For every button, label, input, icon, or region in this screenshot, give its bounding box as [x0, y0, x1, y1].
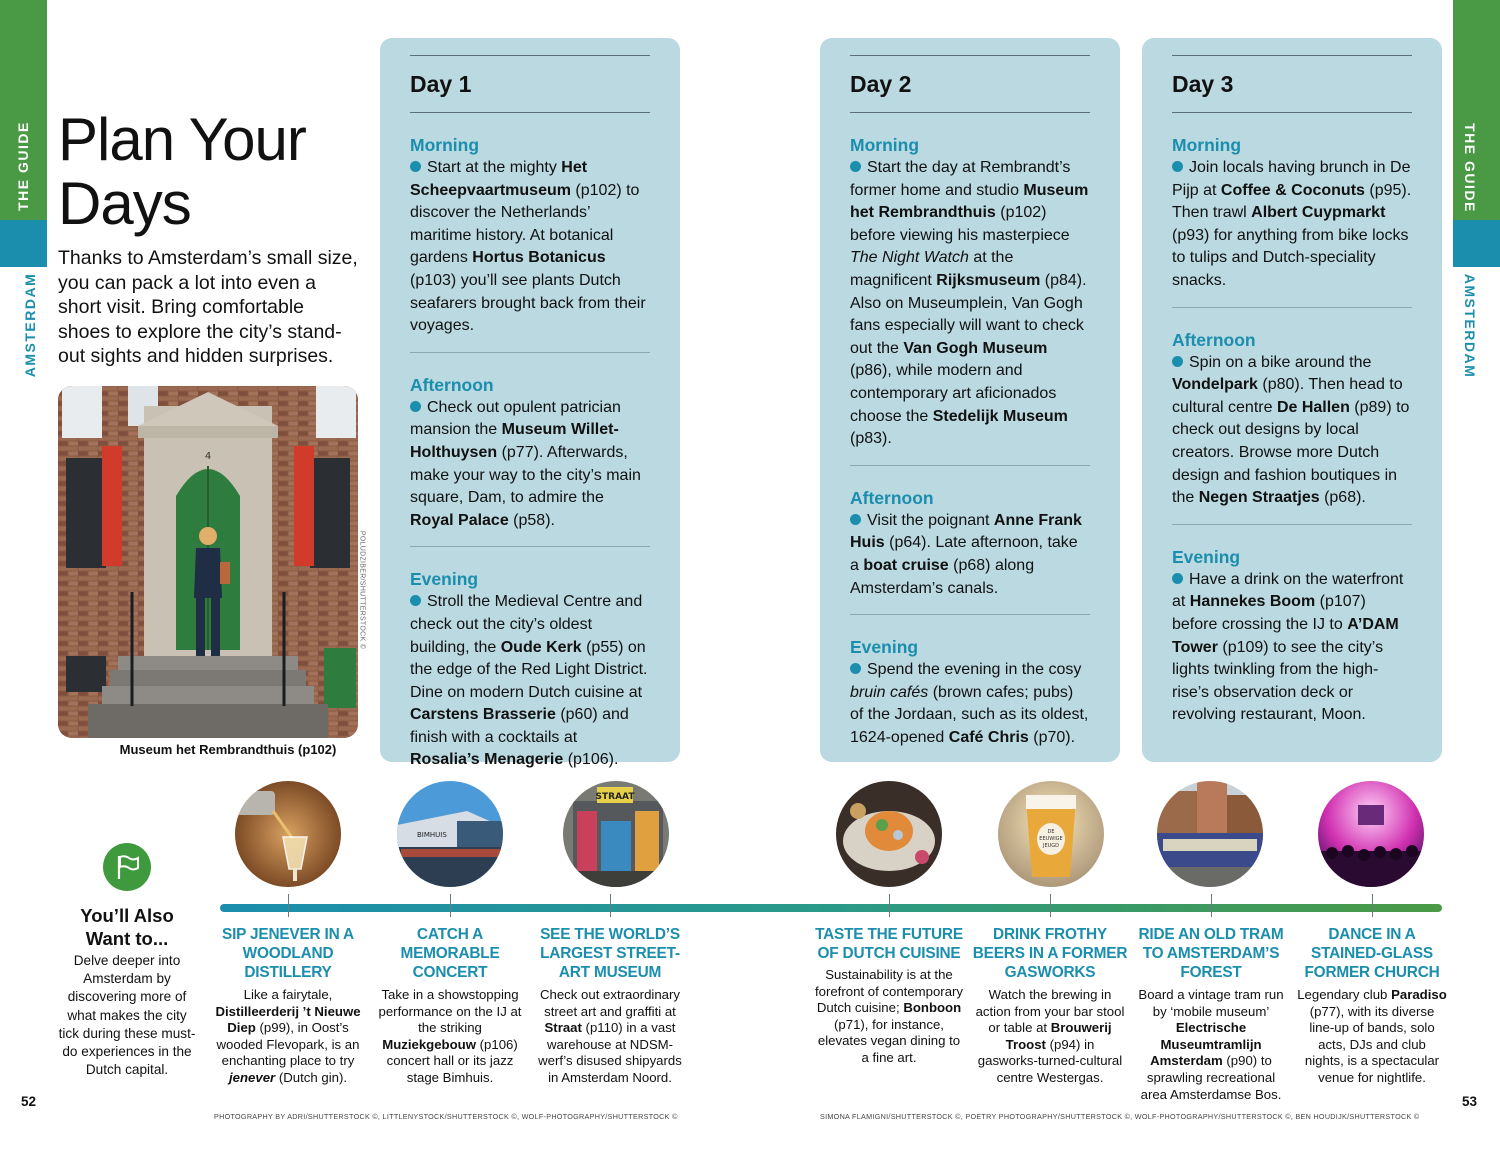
section-text-run: at the magnificent: [850, 249, 1014, 289]
day-title: Day 2: [850, 71, 912, 97]
concert-illustration: [1318, 781, 1424, 887]
also-text: Delve deeper into Amsterdam by discovering more of what makes the city tick during these must-do experiences in the Dutch capital.: [58, 953, 196, 1078]
city-tab-block: [0, 220, 47, 267]
straat-sign: STRAAT: [595, 792, 635, 802]
bonboon-illustration: [836, 781, 942, 887]
section-text-run: (p89) to check out designs by local creators. Browse more Dutch design and fashion boutiques in the: [1172, 398, 1410, 507]
section-text-run: De Hallen: [1276, 398, 1350, 416]
timeline-tick: [288, 894, 289, 917]
page-title: Plan Your Days: [58, 106, 306, 237]
section-text-run: Stroll the Medieval Centre and check out the city’s oldest building, the: [410, 593, 643, 656]
section-evening-label: Evening: [850, 637, 919, 658]
rembrandthuis-illustration: [58, 386, 358, 738]
section-evening-text: [410, 591, 650, 772]
section-morning-label: Morning: [850, 135, 920, 155]
section-text-run: (p86), while modern and contemporary art aficionados choose the: [850, 362, 1057, 425]
section-text-run: Rosalia’s Menagerie: [410, 751, 564, 769]
day-title-rule-bottom: [850, 112, 1090, 113]
section-text-run: Hannekes Boom: [1189, 593, 1316, 611]
section-text-run: boat cruise: [863, 556, 949, 574]
section-text-run: Spin on a bike around the: [1189, 353, 1372, 371]
bullet-icon: [850, 663, 861, 674]
experience-text-run: Brouwerij Troost: [1005, 1020, 1112, 1052]
section-morning-text: [1172, 157, 1412, 293]
timeline-tick: [610, 894, 611, 917]
experience-title: SIP JENEVER IN A WOODLAND DISTILLERY: [222, 926, 354, 981]
experience-text-run: (p99), in Oost’s wooded Flevopark, is an enchanting place to try: [216, 1020, 360, 1069]
day-3-panel: [1142, 38, 1442, 762]
day-title-rule-bottom: [1172, 112, 1412, 113]
section-evening-label: Evening: [410, 569, 479, 590]
section-text-run: Start at the mighty: [427, 159, 562, 176]
experience-text-run: jenever: [228, 1069, 276, 1085]
section-afternoon-text: [1172, 352, 1412, 510]
experience-text: [535, 987, 685, 1087]
experience-text-run: Muziekgebouw: [382, 1036, 476, 1052]
experience-text-run: Bonboon: [903, 1000, 962, 1016]
bullet-icon: [410, 161, 421, 172]
section-text-run: (p77). Afterwards, make your way to the city’s main square, Dam, to admire the: [410, 443, 641, 507]
muziekgebouw-illustration: [397, 781, 503, 887]
bullet-icon: [850, 161, 861, 172]
section-afternoon-label: Afternoon: [410, 374, 494, 395]
experience-text: [814, 967, 964, 1067]
section-text-run: (p106).: [563, 751, 619, 769]
day-title: Day 3: [1172, 71, 1234, 97]
section-text-run: Café Chris: [948, 728, 1029, 746]
experience-title: SEE THE WORLD’S LARGEST STREET-ART MUSEUM: [540, 926, 680, 981]
section-text-run: Coffee & Coconuts: [1220, 181, 1365, 199]
beer-glass-text-2: EEUWIGE: [1039, 836, 1063, 842]
photo-credits-left: PHOTOGRAPHY BY ADRI/SHUTTERSTOCK ©, LITTLENYSTOCK/SHUTTERSTOCK ©, WOLF-PHOTOGRAPHY/SHUTTERSTOCK ©: [214, 1112, 678, 1121]
day-panel-content: [410, 55, 650, 772]
section-text-run: (p109) to see the city’s lights twinkling from the high-rise’s observation deck or revolving restaurant, Moon.: [1172, 638, 1384, 724]
bullet-icon: [410, 401, 421, 412]
section-text-run: Check out opulent patrician mansion the: [410, 398, 621, 439]
experience-title: DANCE IN A STAINED-GLASS FORMER CHURCH: [1304, 926, 1440, 981]
jenever-photo: [235, 781, 341, 887]
section-afternoon-text: [410, 397, 650, 533]
experience-text-run: (p110) in a vast warehouse at NDSM-werf’s disused shipyards in Amsterdam Noord.: [538, 1020, 682, 1085]
section-divider: [410, 546, 650, 547]
section-morning-label: Morning: [1172, 135, 1242, 155]
day-panel-content: [1172, 55, 1412, 727]
section-divider: [410, 352, 650, 353]
photo-caption: Museum het Rembrandthuis (p102): [119, 742, 337, 757]
section-divider: [850, 465, 1090, 466]
straat-illustration: [563, 781, 669, 887]
experience-text-run: Straat: [544, 1020, 582, 1036]
beer-glass-text-3: JEUGD: [1042, 843, 1060, 849]
flag-badge: [103, 843, 151, 891]
section-text-run: Stedelijk Museum: [932, 407, 1068, 425]
day-2-panel: [820, 38, 1120, 762]
experience-text-run: Sustainability is at the forefront of contemporary Dutch cuisine;: [814, 967, 964, 1016]
section-text-run: (p83).: [850, 430, 892, 448]
day-1-panel: [380, 38, 680, 769]
section-divider: [1172, 524, 1412, 525]
muziekgebouw-photo: [397, 781, 503, 887]
rembrandthuis-photo: [58, 386, 358, 738]
experience-text-run: (p94) in gasworks-turned-cultural centre Westergas.: [977, 1036, 1123, 1085]
section-text-run: (p84). Also on Museumplein, Van Gogh fans especially will want to check out the: [850, 271, 1087, 357]
section-text-run: (p95). Then trawl: [1172, 181, 1412, 222]
timeline-tick: [450, 894, 451, 917]
left-side-tab: [0, 0, 47, 1154]
section-evening-text: [850, 659, 1090, 749]
experience-text-run: (Dutch gin).: [275, 1069, 348, 1085]
section-morning-text: [410, 157, 650, 338]
experience-title: DRINK FROTHY BEERS IN A FORMER GASWORKS: [972, 926, 1128, 981]
section-text-run: bruin cafés: [850, 683, 929, 701]
section-text-run: Rijksmuseum: [936, 271, 1041, 289]
bullet-icon: [1172, 356, 1183, 367]
section-text-run: Van Gogh Museum: [903, 339, 1048, 357]
section-text-run: (p68) along Amsterdam’s canals.: [850, 556, 1035, 597]
bimhuis-sign: BIMHUIS: [417, 831, 447, 839]
section-text-run: Anne Frank Huis: [850, 511, 1082, 552]
section-text-run: Albert Cuypmarkt: [1251, 204, 1386, 222]
door-number: 4: [204, 451, 212, 462]
day-title: Day 1: [410, 71, 472, 97]
photo-credit: POLUDZIBER/SHUTTERSTOCK ©: [358, 530, 366, 650]
bullet-icon: [850, 514, 861, 525]
experience-text: [375, 987, 525, 1087]
bullet-icon: [410, 595, 421, 606]
guide-tab-label: THE GUIDE: [15, 121, 31, 211]
section-text-run: Negen Straatjes: [1198, 489, 1320, 507]
section-text-run: (p107) before crossing the IJ to: [1172, 593, 1366, 633]
section-text-run: Visit the poignant: [867, 511, 994, 529]
section-text-run: Carstens Brasserie: [410, 706, 556, 724]
section-afternoon-text: [850, 510, 1090, 600]
section-evening-text: [1172, 569, 1412, 727]
section-text-run: Vondelpark: [1172, 376, 1258, 394]
flag-icon: [115, 854, 141, 880]
bonboon-photo: [836, 781, 942, 887]
experience-text-run: Board a vintage tram run by ‘mobile museum’: [1138, 987, 1284, 1019]
experience-text-run: (p106) concert hall or its jazz stage Bimhuis.: [386, 1036, 518, 1085]
city-tab-label: AMSTERDAM: [22, 272, 38, 378]
section-text-run: (p80). Then head to cultural centre: [1172, 376, 1403, 416]
bullet-icon: [1172, 161, 1183, 172]
experience-text-run: Check out extraordinary street art and graffiti at: [539, 987, 680, 1019]
paradiso-photo: [1318, 781, 1424, 887]
experience-text-run: (p90) to sprawling recreational area Amsterdamse Bos.: [1140, 1053, 1282, 1102]
section-text-run: (p102) to discover the Netherlands’ maritime history. At botanical gardens: [410, 181, 640, 267]
section-text-run: (p68).: [1319, 489, 1366, 507]
timeline-tick: [1050, 894, 1051, 917]
right-side-tab: [1453, 0, 1500, 1154]
also-title: You’ll Also Want to...: [80, 905, 174, 949]
page-number-right: 53: [1462, 1094, 1478, 1109]
experience-text-run: Like a fairytale,: [243, 987, 333, 1002]
section-afternoon-label: Afternoon: [850, 487, 934, 508]
section-text-run: (p102) before viewing his masterpiece: [850, 204, 1070, 244]
experience-title: RIDE AN OLD TRAM TO AMSTERDAM’S FOREST: [1138, 926, 1284, 981]
section-text-run: A’DAM Tower: [1172, 615, 1399, 656]
city-tab-label: AMSTERDAM: [1462, 273, 1478, 379]
section-text-run: (p103) you’ll see plants Dutch seafarers brought back from their voyages.: [410, 271, 646, 335]
beer-glass-text-1: DE: [1047, 829, 1055, 835]
brouwerij-troost-photo: [998, 781, 1104, 887]
section-text-run: Oude Kerk: [500, 638, 582, 656]
tram-photo: [1157, 781, 1263, 887]
experience-text-run: Take in a showstopping performance on the IJ at the striking: [378, 987, 522, 1036]
intro-text: Thanks to Amsterdam’s small size, you can pack a lot into even a short visit. Bring comfortable shoes to explore the city’s stand-out sights and hidden surprises.: [58, 247, 358, 367]
section-text-run: Museum het Rembrandthuis: [850, 181, 1089, 222]
experience-text-run: Legendary club: [1297, 987, 1392, 1002]
section-morning-label: Morning: [410, 135, 480, 155]
city-tab-block: [1453, 220, 1500, 267]
beer-illustration: [998, 781, 1104, 887]
section-text-run: Museum Willet-Holthuysen: [410, 421, 619, 461]
experience-text: [1297, 987, 1447, 1087]
experience-text: [1136, 987, 1286, 1103]
section-text-run: Spend the evening in the cosy: [867, 661, 1082, 679]
section-text-run: (p55) on the edge of the Red Light District. Dine on modern Dutch cuisine at: [410, 638, 648, 701]
experience-text-run: Electrische Museumtramlijn Amsterdam: [1150, 1020, 1262, 1069]
experience-title: TASTE THE FUTURE OF DUTCH CUISINE: [815, 926, 963, 962]
experience-title: CATCH A MEMORABLE CONCERT: [400, 926, 500, 981]
section-text-run: (p58).: [508, 511, 555, 529]
timeline-tick: [1372, 894, 1373, 917]
experience-text-run: Watch the brewing in action from your bar stool or table at: [975, 987, 1125, 1036]
experience-text-run: (p71), for instance, elevates vegan dining to a fine art.: [817, 1016, 961, 1065]
guide-tab-label: THE GUIDE: [1462, 123, 1478, 213]
experience-text-run: Distilleerderij ’t Nieuwe Diep: [215, 1003, 361, 1036]
section-text-run: Have a drink on the waterfront at: [1172, 570, 1404, 611]
section-text-run: Join locals having brunch in De Pijp at: [1172, 159, 1411, 199]
section-text-run: (p70).: [1028, 728, 1076, 746]
straat-photo: [563, 781, 669, 887]
timeline-tick: [889, 894, 890, 917]
section-text-run: Het Scheepvaartmuseum: [410, 159, 588, 199]
experience-text: [975, 987, 1125, 1087]
section-divider: [1172, 307, 1412, 308]
section-evening-label: Evening: [1172, 546, 1241, 567]
day-title-rule-bottom: [410, 112, 650, 113]
timeline-tick: [1211, 894, 1212, 917]
section-text-run: (p64). Late afternoon, take a: [850, 534, 1078, 574]
page-number-left: 52: [21, 1094, 37, 1109]
bullet-icon: [1172, 573, 1183, 584]
section-text-run: (p60) and finish with a cocktails at: [410, 706, 629, 746]
section-divider: [850, 614, 1090, 615]
section-text-run: The Night Watch: [850, 249, 969, 267]
section-text-run: Royal Palace: [410, 511, 509, 529]
photo-credits-right: SIMONA FLAMIGNI/SHUTTERSTOCK ©, POETRY PHOTOGRAPHY/SHUTTERSTOCK ©, WOLF-PHOTOGRAPHY/SHUTTERSTOCK ©, BEN HOUDIJK/SHUTTERSTOCK ©: [820, 1112, 1420, 1121]
section-afternoon-label: Afternoon: [1172, 329, 1256, 350]
section-text-run: Hortus Botanicus: [472, 249, 606, 267]
section-text-run: (p93) for anything from bike locks to tulips and Dutch-speciality snacks.: [1172, 226, 1409, 289]
jenever-illustration: [235, 781, 341, 887]
tram-illustration: [1157, 781, 1263, 887]
timeline-bar: [220, 904, 1442, 912]
section-text-run: (brown cafes; pubs) of the Jordaan, such as its oldest, 1624-opened: [850, 683, 1089, 746]
section-text-run: Start the day at Rembrandt’s former home and studio: [850, 159, 1071, 199]
experience-text-run: Paradiso: [1391, 987, 1447, 1002]
section-morning-text: [850, 157, 1090, 451]
experience-text-run: (p77), with its diverse line-up of bands, solo acts, DJs and club nights, is a spectacular venue for nightlife.: [1304, 1003, 1440, 1085]
experience-text: [213, 987, 363, 1087]
day-panel-content: [850, 55, 1090, 749]
